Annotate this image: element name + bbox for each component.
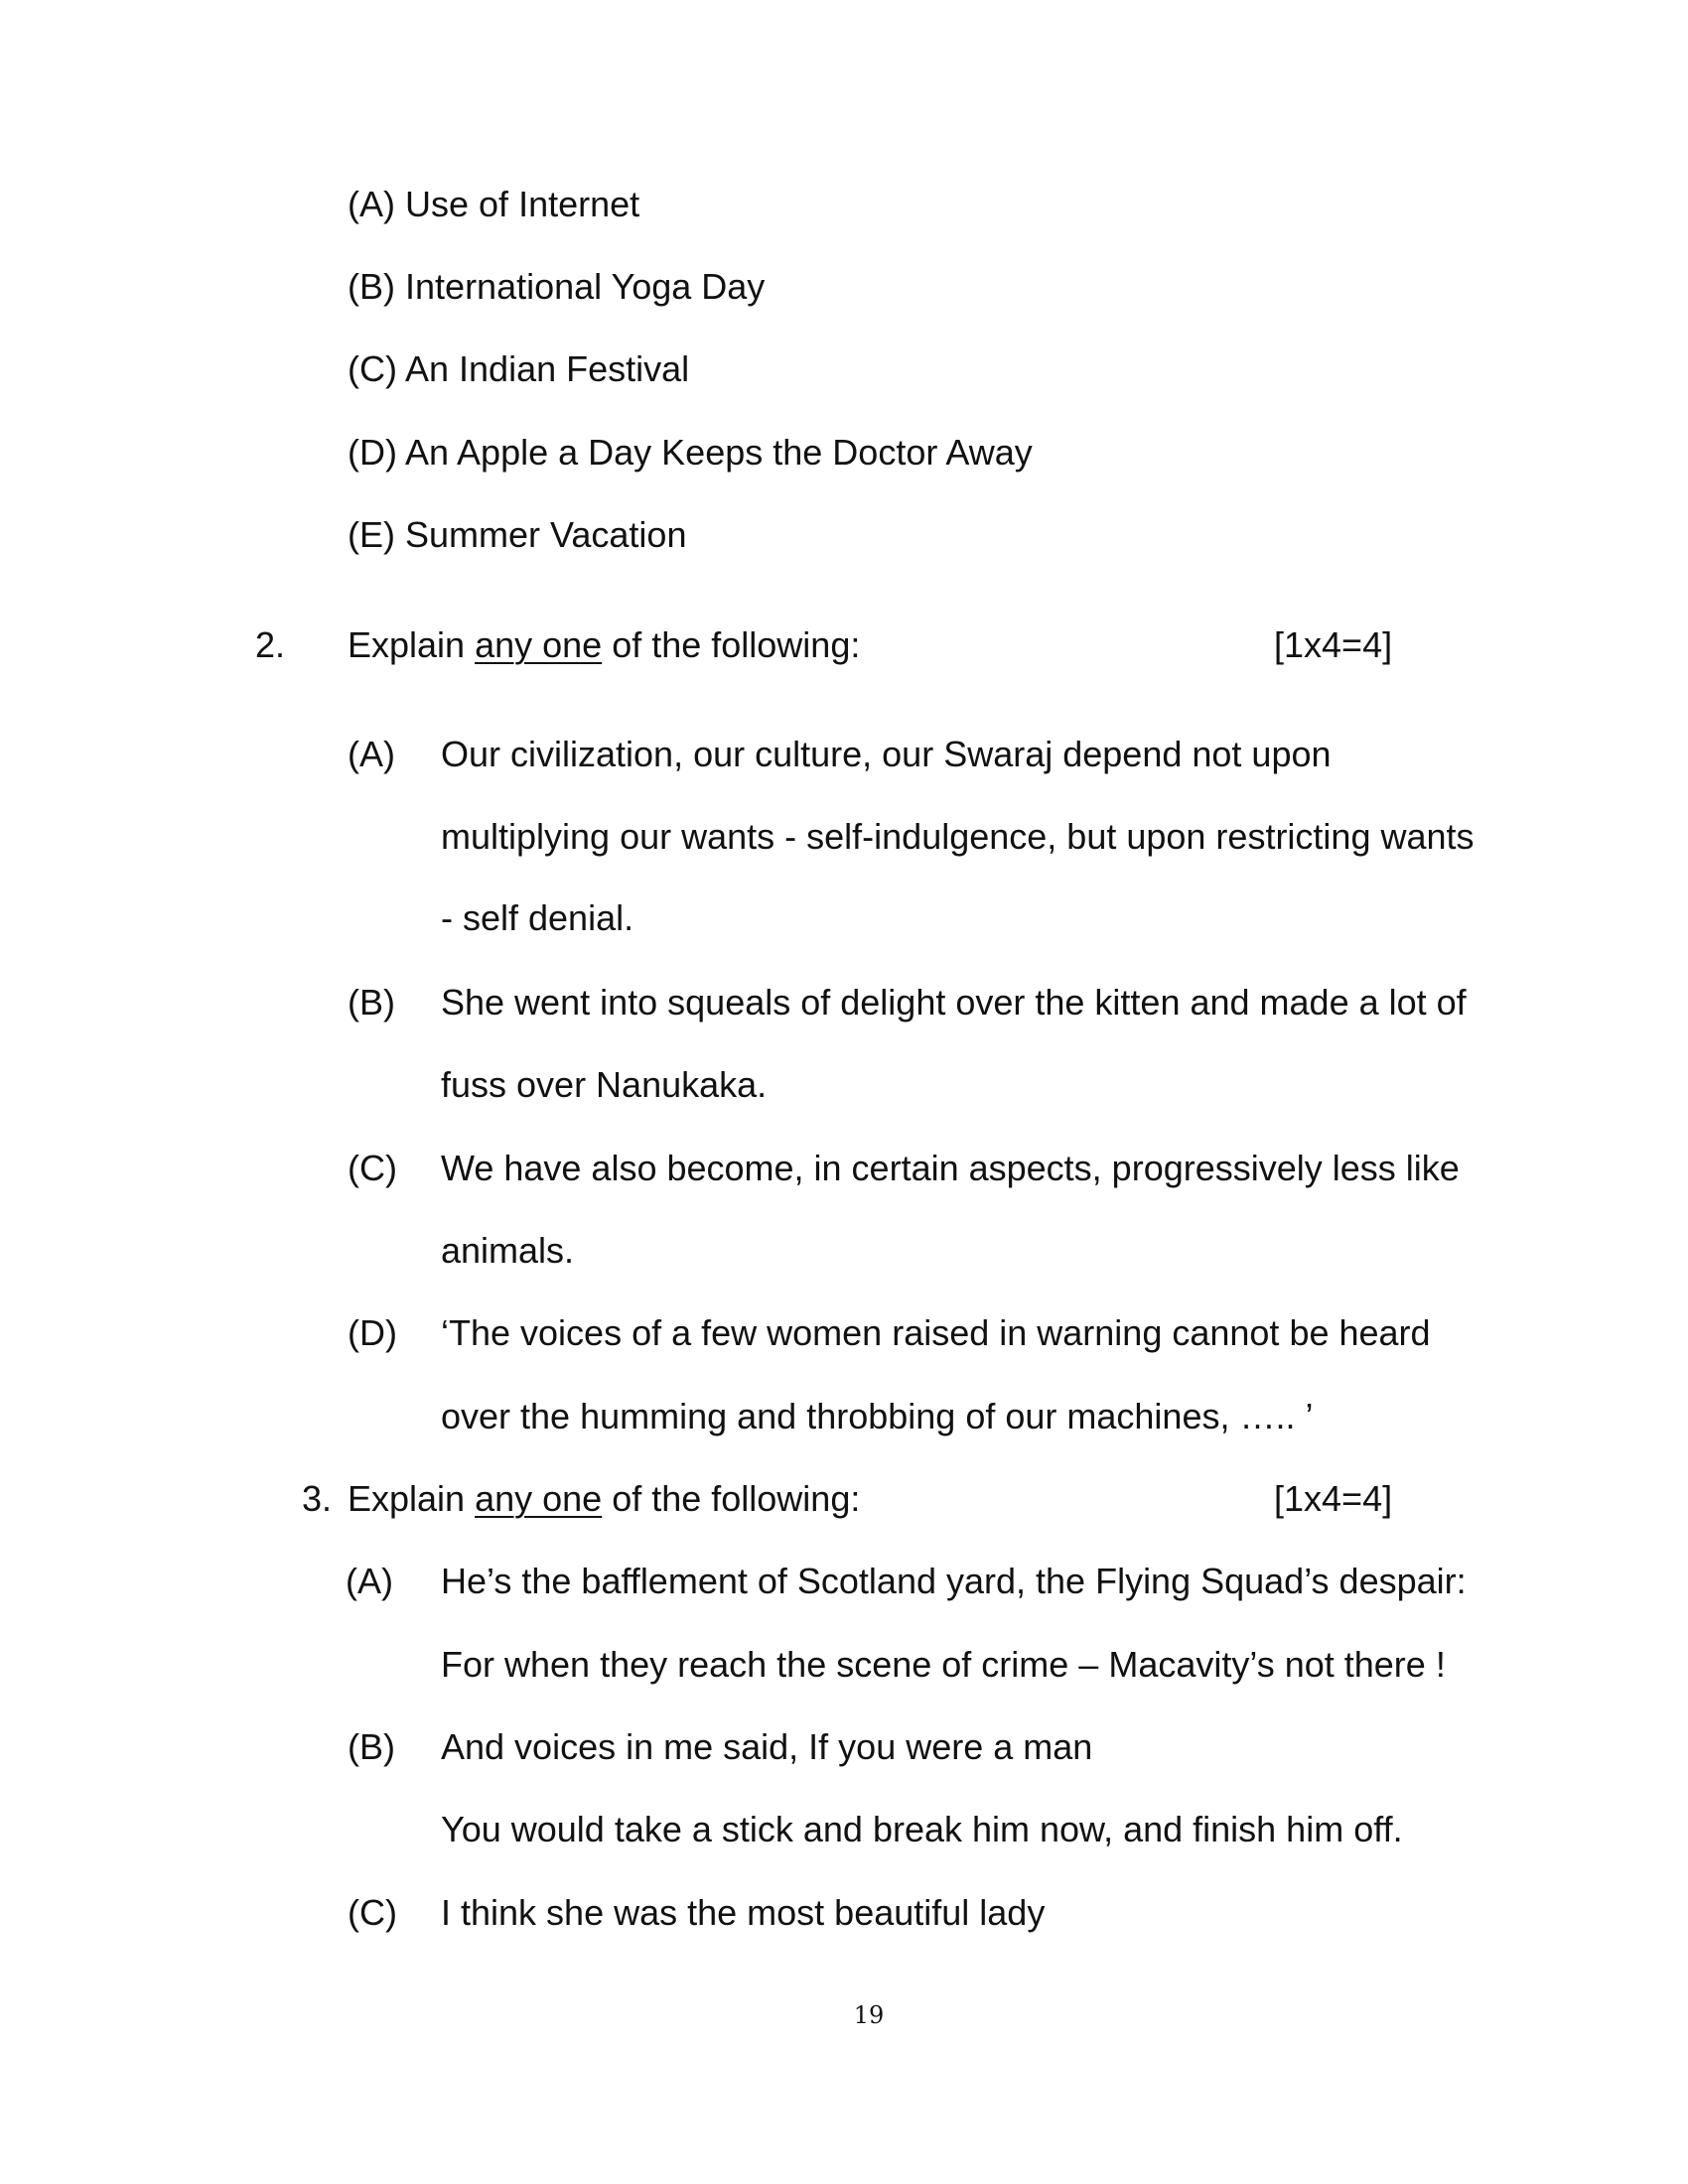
q2-item-d-line-1: ‘The voices of a few women raised in warning cannot be heard	[441, 1312, 1431, 1353]
q2-item-a-line-2: multiplying our wants - self-indulgence, but upon restricting wants	[441, 816, 1475, 857]
q2-item-a-label: (A)	[348, 734, 395, 774]
option-text: An Indian Festival	[405, 348, 690, 389]
q2-item-a-line-3: - self denial.	[441, 897, 634, 938]
q3-item-b-line-2: You would take a stick and break him now, and finish him off.	[441, 1809, 1403, 1849]
q2-number: 2.	[255, 624, 286, 665]
q2-item-d-line-2: over the humming and throbbing of our machines, ….. ’	[441, 1396, 1314, 1436]
q3-emphasis: any one	[475, 1478, 603, 1519]
q3-prefix: Explain	[348, 1478, 476, 1519]
q1-option-e	[348, 513, 686, 557]
q3-item-a-line-2: For when they reach the scene of crime – Macavity’s not there !	[441, 1644, 1446, 1685]
q2-item-b-line-1: She went into squeals of delight over the kitten and made a lot of	[441, 982, 1467, 1023]
q3-heading	[348, 1477, 860, 1521]
option-text: Use of Internet	[405, 184, 640, 224]
q3-item-c-line-1: I think she was the most beautiful lady	[441, 1892, 1046, 1933]
q1-option-d	[348, 431, 1033, 475]
q3-suffix: of the following:	[602, 1478, 861, 1519]
q2-item-d-label: (D)	[348, 1312, 397, 1353]
q3-marks: [1x4=4]	[1274, 1478, 1393, 1519]
q2-prefix: Explain	[348, 624, 476, 665]
q1-option-c	[348, 347, 689, 391]
q2-item-b-label: (B)	[348, 982, 395, 1023]
option-label: (C)	[348, 348, 397, 389]
q2-item-a-line-1: Our civilization, our culture, our Swaraj depend not upon	[441, 734, 1332, 774]
q1-option-a	[348, 183, 639, 226]
option-label: (E)	[348, 514, 395, 555]
q1-option-b	[348, 265, 765, 309]
q3-item-a-label: (A)	[346, 1561, 393, 1601]
q2-item-c-line-2: animals.	[441, 1230, 575, 1271]
q2-item-b-line-2: fuss over Nanukaka.	[441, 1064, 768, 1105]
q2-item-c-line-1: We have also become, in certain aspects, progressively less like	[441, 1148, 1460, 1188]
q3-item-b-line-1: And voices in me said, If you were a man	[441, 1726, 1093, 1767]
q2-marks: [1x4=4]	[1274, 624, 1393, 665]
option-label: (B)	[348, 266, 395, 307]
option-text: International Yoga Day	[405, 266, 766, 307]
option-text: Summer Vacation	[405, 514, 687, 555]
option-label: (A)	[348, 184, 395, 224]
q2-emphasis: any one	[475, 624, 603, 665]
option-text: An Apple a Day Keeps the Doctor Away	[405, 432, 1033, 473]
q2-item-c-label: (C)	[348, 1148, 397, 1188]
option-label: (D)	[348, 432, 397, 473]
q3-number: 3.	[302, 1478, 333, 1519]
q2-heading	[348, 623, 860, 667]
q2-suffix: of the following:	[602, 624, 861, 665]
page-number: 19	[853, 2001, 885, 2029]
q3-item-b-label: (B)	[348, 1726, 395, 1767]
q3-item-a-line-1: He’s the bafflement of Scotland yard, the Flying Squad’s despair:	[441, 1561, 1467, 1601]
q3-item-c-label: (C)	[348, 1892, 397, 1933]
